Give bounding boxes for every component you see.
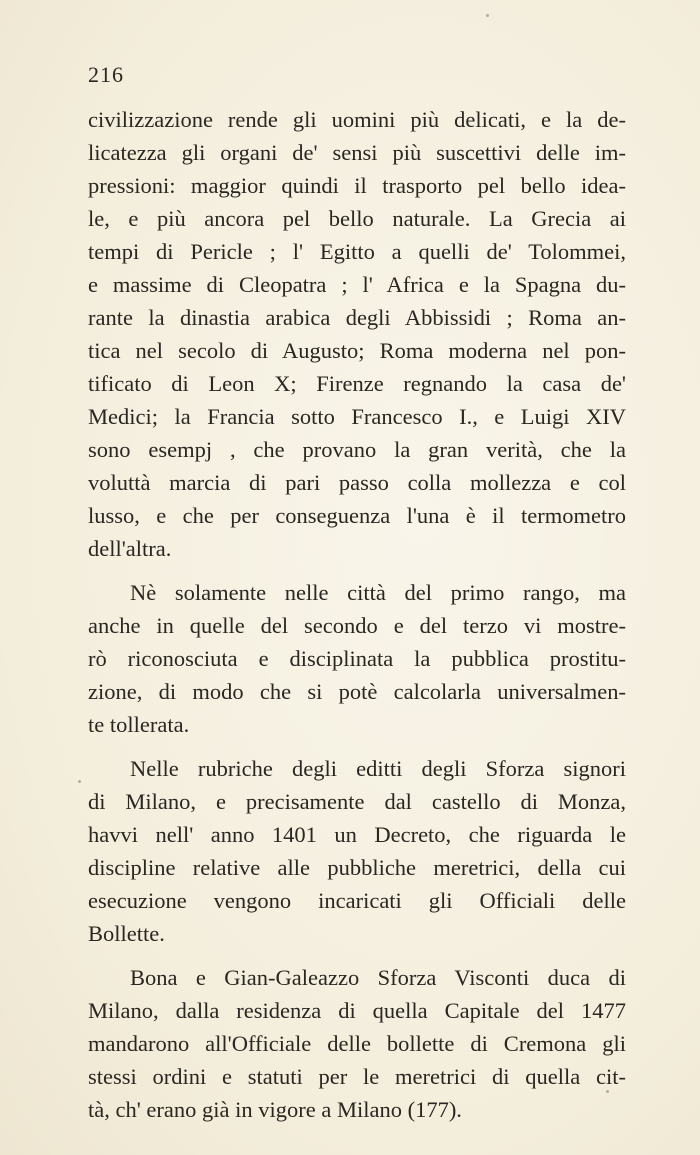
text-line: pressioni: maggior quindi il trasporto pel bello idea- — [88, 173, 626, 198]
text-line: rò riconosciuta e disciplinata la pubblica prostitu- — [88, 646, 626, 671]
text-line: Milano, dalla residenza di quella Capitale del 1477 — [88, 998, 626, 1023]
paragraph-gap — [88, 950, 626, 961]
paragraph-2 — [88, 576, 626, 741]
text-line: tificato di Leon X; Firenze regnando la casa de' — [88, 371, 626, 396]
text-line: tempi di Pericle ; l' Egitto a quelli de' Tolommei, — [88, 239, 626, 264]
text-line: tà, ch' erano già in vigore a Milano (177). — [88, 1097, 462, 1122]
text-line: discipline relative alle pubbliche meretrici, della cui — [88, 855, 626, 880]
paragraph-gap — [88, 741, 626, 752]
text-line: tica nel secolo di Augusto; Roma moderna nel pon- — [88, 338, 626, 363]
text-line: dell'altra. — [88, 536, 172, 561]
paragraph-3 — [88, 752, 626, 950]
text-line: Bollette. — [88, 921, 165, 946]
paragraph-gap — [88, 565, 626, 576]
text-line: Nelle rubriche degli editti degli Sforza signori — [130, 756, 626, 781]
text-line: rante la dinastia arabica degli Abbissidi ; Roma an- — [88, 305, 626, 330]
body-text — [88, 103, 626, 1126]
text-line: voluttà marcia di pari passo colla mollezza e col — [88, 470, 626, 495]
text-line: stessi ordini e statuti per le meretrici di quella cit- — [88, 1064, 626, 1089]
page-number: 216 — [88, 62, 124, 87]
text-line: civilizzazione rende gli uomini più delicati, e la de- — [88, 107, 626, 132]
paper-speck — [606, 1090, 609, 1093]
text-line: e massime di Cleopatra ; l' Africa e la Spagna du- — [88, 272, 626, 297]
text-line: di Milano, e precisamente dal castello di Monza, — [88, 789, 626, 814]
paper-speck — [78, 780, 81, 783]
paper-speck — [486, 14, 489, 17]
paragraph-4 — [88, 961, 626, 1126]
text-line: le, e più ancora pel bello naturale. La Grecia ai — [88, 206, 626, 231]
text-line: sono esempj , che provano la gran verità, che la — [88, 437, 626, 462]
text-line: te tollerata. — [88, 712, 190, 737]
text-line: licatezza gli organi de' sensi più suscettivi delle im- — [88, 140, 626, 165]
paragraph-1 — [88, 103, 626, 565]
text-line: lusso, e che per conseguenza l'una è il termometro — [88, 503, 626, 528]
text-line: havvi nell' anno 1401 un Decreto, che riguarda le — [88, 822, 626, 847]
text-line: anche in quelle del secondo e del terzo vi mostre- — [88, 613, 626, 638]
text-line: esecuzione vengono incaricati gli Officiali delle — [88, 888, 626, 913]
text-line: Nè solamente nelle città del primo rango, ma — [130, 580, 626, 605]
text-line: mandarono all'Officiale delle bollette di Cremona gli — [88, 1031, 626, 1056]
text-line: Medici; la Francia sotto Francesco I., e Luigi XIV — [88, 404, 626, 429]
text-line: zione, di modo che si potè calcolarla universalmen- — [88, 679, 626, 704]
text-line: Bona e Gian-Galeazzo Sforza Visconti duca di — [130, 965, 626, 990]
